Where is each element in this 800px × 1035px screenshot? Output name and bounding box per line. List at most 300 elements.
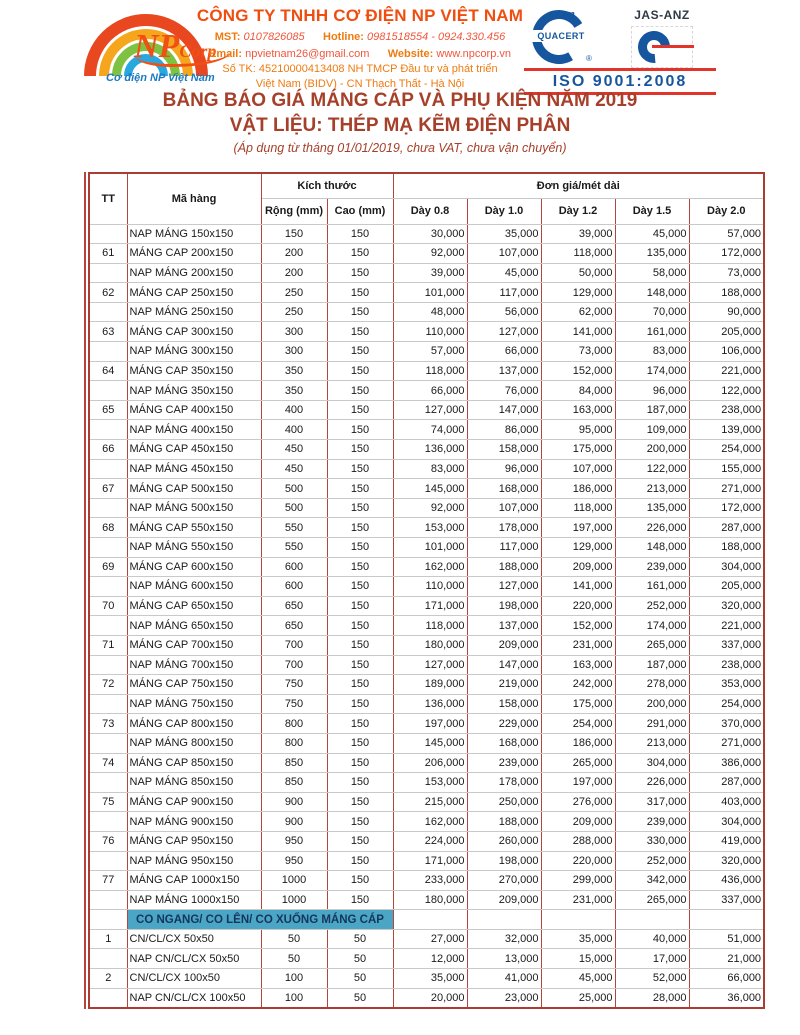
tt-cell: 71: [89, 635, 127, 655]
price-cell: 127,000: [393, 655, 467, 675]
tt-cell: 65: [89, 400, 127, 420]
quacert-logo: [530, 6, 596, 68]
tt-cell: 67: [89, 479, 127, 499]
price-cell: 101,000: [393, 538, 467, 558]
width-cell: 550: [261, 538, 327, 558]
table-row: [89, 831, 764, 851]
item-name-cell: MÁNG CAP 250x150: [127, 283, 261, 303]
mst-value: 0107826085: [243, 31, 305, 43]
price-cell: 168,000: [467, 479, 541, 499]
tt-cell: [89, 616, 127, 636]
price-cell: 265,000: [615, 635, 689, 655]
iso-9001-badge: ISO 9001:2008: [524, 68, 716, 95]
tt-cell: [89, 988, 127, 1008]
price-cell: 73,000: [689, 263, 764, 283]
price-cell: 186,000: [541, 733, 615, 753]
width-cell: 400: [261, 400, 327, 420]
col-header-kich-thuoc: Kích thước: [261, 173, 393, 198]
price-cell: 122,000: [615, 459, 689, 479]
price-cell: 271,000: [689, 733, 764, 753]
table-row: [89, 381, 764, 401]
width-cell: 350: [261, 381, 327, 401]
tt-cell: 73: [89, 714, 127, 734]
height-cell: 150: [327, 224, 393, 244]
price-cell: 287,000: [689, 773, 764, 793]
tt-cell: [89, 949, 127, 969]
table-row: [89, 655, 764, 675]
height-cell: 150: [327, 890, 393, 910]
tt-cell: 74: [89, 753, 127, 773]
price-cell: [541, 910, 615, 930]
logo-tagline: Cơ điện NP Việt Nam: [106, 72, 215, 84]
table-row: [89, 518, 764, 538]
width-cell: 500: [261, 498, 327, 518]
tt-cell: 72: [89, 675, 127, 695]
item-name-cell: MÁNG CAP 850x150: [127, 753, 261, 773]
price-cell: 260,000: [467, 831, 541, 851]
quacert-label: QUACERT: [528, 30, 594, 42]
price-cell: 129,000: [541, 283, 615, 303]
width-cell: 250: [261, 283, 327, 303]
table-row: [89, 244, 764, 264]
price-cell: 171,000: [393, 596, 467, 616]
price-cell: 238,000: [689, 400, 764, 420]
width-cell: 450: [261, 440, 327, 460]
price-cell: 101,000: [393, 283, 467, 303]
table-row: [89, 557, 764, 577]
width-cell: 250: [261, 302, 327, 322]
price-cell: 50,000: [541, 263, 615, 283]
item-name-cell: MÁNG CAP 900x150: [127, 792, 261, 812]
price-cell: 238,000: [689, 655, 764, 675]
price-cell: 127,000: [467, 322, 541, 342]
email-value: npvietnam26@gmail.com: [245, 48, 370, 60]
col-header-tt: TT: [89, 173, 127, 224]
col-header-don-gia: Đơn giá/mét dài: [393, 173, 764, 198]
height-cell: 150: [327, 851, 393, 871]
price-cell: 139,000: [689, 420, 764, 440]
price-table: [88, 172, 765, 1009]
height-cell: 150: [327, 635, 393, 655]
price-cell: 370,000: [689, 714, 764, 734]
height-cell: 150: [327, 655, 393, 675]
tt-cell: 77: [89, 871, 127, 891]
email-label: Email:: [209, 48, 243, 60]
price-cell: 386,000: [689, 753, 764, 773]
table-row: [89, 596, 764, 616]
price-cell: 233,000: [393, 871, 467, 891]
price-cell: 320,000: [689, 851, 764, 871]
price-cell: 188,000: [689, 538, 764, 558]
height-cell: 50: [327, 969, 393, 989]
width-cell: 850: [261, 773, 327, 793]
price-cell: 110,000: [393, 322, 467, 342]
price-cell: 180,000: [393, 635, 467, 655]
price-cell: 174,000: [615, 616, 689, 636]
price-cell: 21,000: [689, 949, 764, 969]
height-cell: 150: [327, 675, 393, 695]
price-cell: 276,000: [541, 792, 615, 812]
price-cell: 148,000: [615, 538, 689, 558]
item-name-cell: MÁNG CAP 950x150: [127, 831, 261, 851]
price-cell: 45,000: [615, 224, 689, 244]
table-row: [89, 322, 764, 342]
price-cell: 84,000: [541, 381, 615, 401]
price-cell: 287,000: [689, 518, 764, 538]
price-cell: 188,000: [467, 812, 541, 832]
table-row: [89, 675, 764, 695]
price-cell: 175,000: [541, 440, 615, 460]
item-name-cell: NAP MÁNG 250x150: [127, 302, 261, 322]
price-cell: 205,000: [689, 577, 764, 597]
price-table-wrap: [88, 172, 765, 1009]
table-row: [89, 890, 764, 910]
price-cell: 147,000: [467, 400, 541, 420]
width-cell: 800: [261, 714, 327, 734]
price-cell: 66,000: [467, 342, 541, 362]
price-cell: 220,000: [541, 596, 615, 616]
item-name-cell: MÁNG CAP 800x150: [127, 714, 261, 734]
price-cell: 118,000: [541, 244, 615, 264]
bank-branch-line: Việt Nam (BIDV) - CN Thạch Thất - Hà Nội: [255, 78, 465, 90]
price-cell: [467, 910, 541, 930]
price-cell: 152,000: [541, 361, 615, 381]
price-cell: 304,000: [689, 557, 764, 577]
tt-cell: 66: [89, 440, 127, 460]
price-cell: 13,000: [467, 949, 541, 969]
width-cell: 750: [261, 675, 327, 695]
company-info: [192, 6, 528, 90]
item-name-cell: MÁNG CAP 400x150: [127, 400, 261, 420]
tt-cell: [89, 381, 127, 401]
tt-cell: [89, 694, 127, 714]
item-name-cell: MÁNG CAP 1000x150: [127, 871, 261, 891]
bank-account-line: [192, 63, 528, 75]
tt-cell: [89, 498, 127, 518]
price-cell: 337,000: [689, 635, 764, 655]
width-cell: 1000: [261, 890, 327, 910]
table-row: [89, 577, 764, 597]
tt-cell: [89, 812, 127, 832]
jas-anz-logo: [608, 8, 716, 68]
price-cell: 320,000: [689, 596, 764, 616]
page-title: BẢNG BÁO GIÁ MÁNG CÁP VÀ PHỤ KIỆN NĂM 2019: [162, 90, 638, 111]
price-cell: 62,000: [541, 302, 615, 322]
price-cell: 141,000: [541, 577, 615, 597]
width-cell: 550: [261, 518, 327, 538]
price-cell: 35,000: [467, 224, 541, 244]
width-cell: 950: [261, 851, 327, 871]
price-cell: 145,000: [393, 479, 467, 499]
width-cell: 600: [261, 577, 327, 597]
height-cell: 50: [327, 929, 393, 949]
registered-mark: ®: [586, 54, 592, 63]
height-cell: 150: [327, 361, 393, 381]
jas-anz-mark-icon: [631, 26, 693, 68]
height-cell: 150: [327, 381, 393, 401]
price-cell: 66,000: [393, 381, 467, 401]
item-name-cell: NAP MÁNG 500x150: [127, 498, 261, 518]
price-cell: 209,000: [541, 812, 615, 832]
table-row: [89, 498, 764, 518]
price-cell: 278,000: [615, 675, 689, 695]
price-cell: 117,000: [467, 283, 541, 303]
price-cell: 127,000: [393, 400, 467, 420]
height-cell: 150: [327, 302, 393, 322]
price-cell: 304,000: [689, 812, 764, 832]
price-cell: 200,000: [615, 440, 689, 460]
price-cell: 171,000: [393, 851, 467, 871]
price-cell: 15,000: [541, 949, 615, 969]
table-row: [89, 538, 764, 558]
price-cell: 221,000: [689, 616, 764, 636]
price-cell: 252,000: [615, 851, 689, 871]
price-cell: 135,000: [615, 244, 689, 264]
price-cell: 226,000: [615, 518, 689, 538]
height-cell: 150: [327, 694, 393, 714]
price-cell: 153,000: [393, 518, 467, 538]
height-cell: 150: [327, 577, 393, 597]
width-cell: 450: [261, 459, 327, 479]
price-cell: 136,000: [393, 694, 467, 714]
price-cell: 209,000: [541, 557, 615, 577]
price-cell: 137,000: [467, 616, 541, 636]
item-name-cell: NAP MÁNG 1000x150: [127, 890, 261, 910]
width-cell: 200: [261, 263, 327, 283]
item-name-cell: NAP MÁNG 900x150: [127, 812, 261, 832]
price-cell: 205,000: [689, 322, 764, 342]
price-cell: 92,000: [393, 244, 467, 264]
price-cell: 187,000: [615, 400, 689, 420]
col-header-day-10: Dày 1.0: [467, 198, 541, 224]
col-header-rong: Rộng (mm): [261, 198, 327, 224]
price-cell: 70,000: [615, 302, 689, 322]
price-cell: 57,000: [393, 342, 467, 362]
website-value: www.npcorp.vn: [436, 48, 511, 60]
width-cell: 50: [261, 949, 327, 969]
table-row: [89, 714, 764, 734]
price-cell: 96,000: [615, 381, 689, 401]
price-cell: 186,000: [541, 479, 615, 499]
width-cell: 100: [261, 969, 327, 989]
tt-cell: [89, 733, 127, 753]
price-cell: 76,000: [467, 381, 541, 401]
height-cell: 150: [327, 792, 393, 812]
price-cell: 270,000: [467, 871, 541, 891]
price-cell: 242,000: [541, 675, 615, 695]
width-cell: 900: [261, 792, 327, 812]
price-cell: 109,000: [615, 420, 689, 440]
table-row: [89, 440, 764, 460]
price-cell: 168,000: [467, 733, 541, 753]
item-name-cell: NAP MÁNG 200x150: [127, 263, 261, 283]
height-cell: 150: [327, 753, 393, 773]
price-cell: 436,000: [689, 871, 764, 891]
price-cell: 162,000: [393, 557, 467, 577]
price-cell: 136,000: [393, 440, 467, 460]
title-note: (Áp dụng từ tháng 01/01/2019, chưa VAT, chưa vận chuyển): [233, 141, 567, 155]
hotline-label: Hotline:: [323, 31, 364, 43]
price-cell: 213,000: [615, 479, 689, 499]
price-cell: 25,000: [541, 988, 615, 1008]
price-cell: 231,000: [541, 890, 615, 910]
item-name-cell: MÁNG CAP 450x150: [127, 440, 261, 460]
tt-cell: [89, 655, 127, 675]
price-cell: 58,000: [615, 263, 689, 283]
price-table-header: [89, 173, 764, 224]
table-row: [89, 302, 764, 322]
price-cell: 172,000: [689, 498, 764, 518]
tt-cell: 69: [89, 557, 127, 577]
price-cell: 107,000: [467, 498, 541, 518]
price-cell: 158,000: [467, 694, 541, 714]
col-header-day-20: Dày 2.0: [689, 198, 764, 224]
width-cell: 650: [261, 596, 327, 616]
price-cell: 197,000: [541, 518, 615, 538]
price-cell: 213,000: [615, 733, 689, 753]
price-cell: 209,000: [467, 635, 541, 655]
price-cell: 135,000: [615, 498, 689, 518]
section-header-cell: CO NGANG/ CO LÊN/ CO XUỐNG MÁNG CÁP: [127, 910, 393, 930]
tt-cell: [89, 910, 127, 930]
price-cell: [615, 910, 689, 930]
price-cell: 158,000: [467, 440, 541, 460]
tt-cell: [89, 851, 127, 871]
item-name-cell: NAP CN/CL/CX 50x50: [127, 949, 261, 969]
height-cell: 150: [327, 420, 393, 440]
price-cell: 219,000: [467, 675, 541, 695]
page-subtitle: VẬT LIỆU: THÉP MẠ KẼM ĐIỆN PHÂN: [229, 115, 571, 136]
table-row: [89, 792, 764, 812]
width-cell: 300: [261, 342, 327, 362]
price-cell: 221,000: [689, 361, 764, 381]
item-name-cell: MÁNG CAP 650x150: [127, 596, 261, 616]
tt-cell: [89, 577, 127, 597]
price-cell: 200,000: [615, 694, 689, 714]
price-cell: 224,000: [393, 831, 467, 851]
price-cell: 317,000: [615, 792, 689, 812]
price-cell: 57,000: [689, 224, 764, 244]
price-cell: 174,000: [615, 361, 689, 381]
width-cell: 500: [261, 479, 327, 499]
price-cell: 122,000: [689, 381, 764, 401]
price-cell: 250,000: [467, 792, 541, 812]
account-bank: NH TMCP Đầu tư và phát triển: [347, 63, 498, 75]
height-cell: 150: [327, 459, 393, 479]
title-block: [0, 90, 800, 155]
price-cell: 304,000: [615, 753, 689, 773]
account-number: 45210000413408: [258, 63, 345, 75]
price-cell: [689, 910, 764, 930]
height-cell: 150: [327, 773, 393, 793]
width-cell: 350: [261, 361, 327, 381]
width-cell: 750: [261, 694, 327, 714]
price-cell: 231,000: [541, 635, 615, 655]
tt-cell: 68: [89, 518, 127, 538]
tt-cell: [89, 263, 127, 283]
item-name-cell: MÁNG CAP 700x150: [127, 635, 261, 655]
item-name-cell: NAP MÁNG 750x150: [127, 694, 261, 714]
table-row: [89, 694, 764, 714]
price-cell: 107,000: [467, 244, 541, 264]
price-cell: 83,000: [615, 342, 689, 362]
height-cell: 150: [327, 733, 393, 753]
price-cell: 254,000: [541, 714, 615, 734]
price-cell: 419,000: [689, 831, 764, 851]
height-cell: 150: [327, 714, 393, 734]
price-cell: 20,000: [393, 988, 467, 1008]
tt-cell: 70: [89, 596, 127, 616]
height-cell: 150: [327, 498, 393, 518]
width-cell: 100: [261, 988, 327, 1008]
item-name-cell: MÁNG CAP 500x150: [127, 479, 261, 499]
tt-cell: [89, 302, 127, 322]
price-cell: 197,000: [541, 773, 615, 793]
price-cell: 265,000: [615, 890, 689, 910]
price-cell: 198,000: [467, 596, 541, 616]
price-cell: 148,000: [615, 283, 689, 303]
height-cell: 150: [327, 322, 393, 342]
price-cell: 52,000: [615, 969, 689, 989]
width-cell: 700: [261, 635, 327, 655]
item-name-cell: MÁNG CAP 550x150: [127, 518, 261, 538]
item-name-cell: MÁNG CAP 200x150: [127, 244, 261, 264]
width-cell: 700: [261, 655, 327, 675]
table-row: [89, 812, 764, 832]
col-header-ma-hang: Mã hàng: [127, 173, 261, 224]
table-row: [89, 263, 764, 283]
price-cell: 163,000: [541, 655, 615, 675]
mst-hotline-line: [192, 31, 528, 43]
table-row: [89, 753, 764, 773]
price-cell: 23,000: [467, 988, 541, 1008]
tt-cell: [89, 890, 127, 910]
col-header-cao: Cao (mm): [327, 198, 393, 224]
table-row: [89, 733, 764, 753]
table-row: [89, 988, 764, 1008]
price-cell: 175,000: [541, 694, 615, 714]
height-cell: 50: [327, 988, 393, 1008]
price-cell: 288,000: [541, 831, 615, 851]
price-cell: 51,000: [689, 929, 764, 949]
price-cell: 254,000: [689, 440, 764, 460]
height-cell: 150: [327, 518, 393, 538]
price-cell: 137,000: [467, 361, 541, 381]
price-cell: 229,000: [467, 714, 541, 734]
tt-cell: 62: [89, 283, 127, 303]
price-cell: 39,000: [541, 224, 615, 244]
item-name-cell: MÁNG CAP 350x150: [127, 361, 261, 381]
item-name-cell: NAP MÁNG 350x150: [127, 381, 261, 401]
item-name-cell: NAP MÁNG 450x150: [127, 459, 261, 479]
price-cell: 145,000: [393, 733, 467, 753]
price-cell: 118,000: [393, 361, 467, 381]
table-row: [89, 773, 764, 793]
price-cell: 92,000: [393, 498, 467, 518]
price-cell: 30,000: [393, 224, 467, 244]
price-cell: 353,000: [689, 675, 764, 695]
price-cell: [393, 910, 467, 930]
website-label: Website:: [387, 48, 434, 60]
height-cell: 150: [327, 596, 393, 616]
price-cell: 118,000: [541, 498, 615, 518]
tt-cell: 61: [89, 244, 127, 264]
price-cell: 152,000: [541, 616, 615, 636]
jas-anz-label: JAS-ANZ: [634, 8, 690, 22]
item-name-cell: NAP MÁNG 400x150: [127, 420, 261, 440]
price-cell: 127,000: [467, 577, 541, 597]
price-cell: 162,000: [393, 812, 467, 832]
